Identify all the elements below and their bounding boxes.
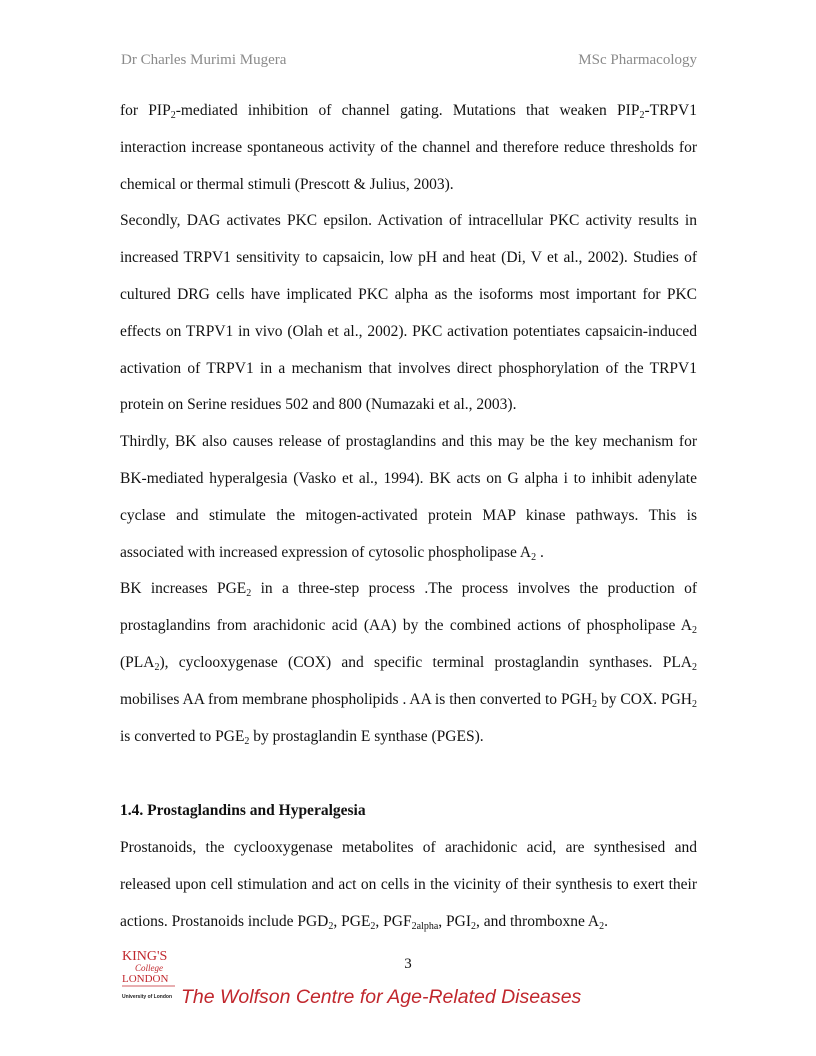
text-run: in a three-step process .The process involves the production of prostaglandins from arachidonic acid (AA) by the combined actions of phospholipase A (120, 580, 697, 635)
kings-college-logo (121, 946, 177, 1002)
subscript: 2 (692, 698, 698, 710)
paragraph-dag-pkc: Secondly, DAG activates PKC epsilon. Activation of intracellular PKC activity results in increased TRPV1 sensitivity to capsaicin, low pH and heat (Di, V et al., 2002). Studies of cultured DRG cells have implicated PKC alpha as the isoforms most important for PKC effects on TRPV1 in vivo (Olah et al., 2002). PKC activation potentiates capsaicin-induced activation of TRPV1 in a mechanism that involves direct phosphorylation of the TRPV1 protein on Serine residues 502 and 800 (Numazaki et al., 2003). (120, 212, 697, 414)
text-run: -TRPV1 interaction increase spontaneous activity of the channel and therefore reduce thresholds for chemical or thermal stimuli (Prescott & Julius, 2003). (120, 102, 697, 193)
page-number: 3 (404, 956, 412, 972)
text-run: -mediated inhibition of channel gating. Mutations that weaken PIP (175, 102, 640, 119)
subscript: 2alpha (411, 920, 439, 932)
subscript: 2 (692, 661, 697, 673)
paragraph-prostanoids (120, 830, 697, 940)
subscript: 2 (471, 920, 476, 932)
text-run: by prostaglandin E synthase (PGES). (249, 727, 484, 745)
text-run: (PLA (120, 653, 155, 671)
subscript: 2 (639, 110, 645, 121)
header-author: Dr Charles Murimi Mugera (121, 52, 287, 68)
section-heading: 1.4. Prostaglandins and Hyperalgesia (120, 802, 366, 820)
text-run: , PGI (438, 912, 471, 930)
text-run: mobilises AA from membrane phospholipids . AA is then converted to PGH (120, 690, 592, 708)
spacer (120, 755, 697, 793)
text-run: . (536, 543, 544, 561)
text-run: Prostanoids, the cyclooxygenase metabolites of arachidonic acid, are synthesised and released upon cell stimulation and act on cells in the vicinity of their synthesis to exert their actions. Prostanoids include PGD (120, 839, 697, 930)
subscript: 2 (531, 551, 537, 563)
paragraph-pip2 (120, 93, 697, 203)
text-run: , PGE (333, 912, 371, 930)
subscript: 2 (246, 588, 252, 600)
footer-institution: The Wolfson Centre for Age-Related Diseases (181, 986, 582, 1008)
document-body (120, 93, 697, 941)
text-run: , and thromboxne A (476, 912, 600, 930)
subscript: 2 (599, 920, 605, 932)
subscript: 2 (370, 920, 376, 932)
header-course: MSc Pharmacology (578, 52, 697, 68)
subscript: 2 (328, 920, 334, 932)
text-run: for PIP (120, 102, 171, 119)
svg-text:KING'S: KING'S (122, 949, 168, 964)
svg-text:LONDON: LONDON (122, 973, 169, 985)
svg-text:College: College (135, 963, 163, 973)
paragraph-pge2-process (120, 571, 697, 755)
subscript: 2 (154, 661, 160, 673)
svg-text:University of London: University of London (122, 994, 172, 1000)
page-header (121, 52, 697, 74)
subscript: 2 (692, 625, 697, 637)
subscript: 2 (170, 110, 176, 121)
text-run: by COX. PGH (597, 690, 693, 708)
text-run: BK increases PGE (120, 580, 247, 598)
text-run: ), cyclooxygenase (COX) and specific terminal prostaglandin synthases. PLA (159, 653, 692, 671)
text-run: , PGF (375, 912, 412, 930)
paragraph-bk-prostaglandins (120, 424, 697, 571)
text-run: is converted to PGE (120, 727, 245, 745)
text-run: . (604, 912, 608, 930)
subscript: 2 (592, 698, 597, 710)
subscript: 2 (244, 735, 250, 747)
text-run: Thirdly, BK also causes release of prostaglandins and this may be the key mechanism for BK-mediated hyperalgesia (Vasko et al., 1994). BK acts on G alpha i to inhibit adenylate cyclase and stimulate the mitogen-activated protein MAP kinase pathways. This is associated with increased expression of cytosolic phospholipase A (120, 433, 697, 561)
